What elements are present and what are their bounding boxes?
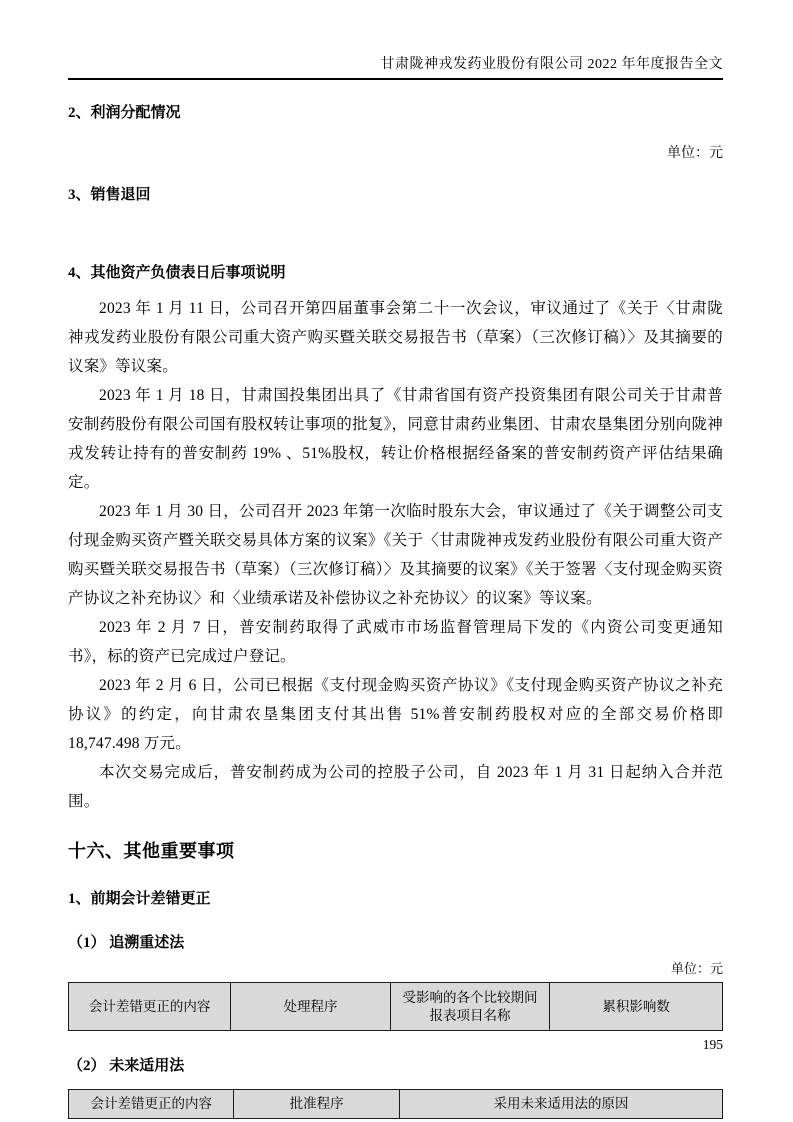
post-balance-sheet-paragraphs — [68, 294, 723, 816]
column-header-processing-procedure: 处理程序 — [231, 983, 391, 1031]
table-header-row — [69, 983, 723, 1031]
column-header-approval-procedure: 批准程序 — [234, 1090, 399, 1119]
header-title: 甘肃陇神戎发药业股份有限公司 2022 年年度报告全文 — [380, 57, 723, 72]
page-header — [68, 0, 723, 80]
prospective-application-table — [68, 1089, 723, 1119]
paragraph-consolidation: 本次交易完成后，普安制药成为公司的控股子公司，自 2023 年 1 月 31 日起纳入合并范围。 — [68, 764, 723, 810]
paragraph-shareholders-meeting: 2023 年 1 月 30 日，公司召开 2023 年第一次临时股东大会，审议通过了《关于调整公司支付现金购买资产暨关联交易具体方案的议案》《关于〈甘肃陇神戎发药业股份有限公司重大资产购买暨关联交易报告书（草案）（三次修订稿）〉及其摘要的议案》《关于签署〈支付现金购买资产协议之补充协议〉和〈业绩承诺及补偿协议之补充协议〉的议案》等议案。 — [68, 503, 723, 607]
column-header-prospective-reason: 采用未来适用法的原因 — [399, 1090, 722, 1119]
page-number: 195 — [702, 1037, 723, 1052]
heading-other-important-matters: 十六、其他重要事项 — [68, 841, 235, 861]
paragraph-payment: 2023 年 2 月 6 日，公司已根据《支付现金购买资产协议》《支付现金购买资产协议之补充协议》的约定，向甘肃农垦集团支付其出售 51%普安制药股权对应的全部交易价格即 18,747.498 万元。 — [68, 677, 723, 752]
unit-label-retrospective-table: 单位：元 — [670, 961, 723, 976]
heading-profit-distribution: 2、利润分配情况 — [68, 105, 181, 121]
table-header-row — [69, 1090, 723, 1119]
unit-label-profit-distribution: 单位：元 — [667, 146, 723, 161]
heading-prospective-application: （2） 未来适用法 — [68, 1058, 185, 1074]
column-header-cumulative-impact: 累积影响数 — [550, 983, 723, 1031]
retrospective-restatement-table — [68, 982, 723, 1031]
column-header-affected-report-items: 受影响的各个比较期间报表项目名称 — [390, 983, 550, 1031]
paragraph-board-meeting: 2023 年 1 月 11 日，公司召开第四届董事会第二十一次会议，审议通过了《关于〈甘肃陇神戎发药业股份有限公司重大资产购买暨关联交易报告书（草案）（三次修订稿）〉及其摘要的议案》等议案。 — [68, 300, 723, 375]
heading-retrospective-restatement: （1） 追溯重述法 — [68, 935, 185, 951]
paragraph-registration-change: 2023 年 2 月 7 日，普安制药取得了武威市市场监督管理局下发的《内资公司变更通知书》，标的资产已完成过户登记。 — [68, 619, 723, 665]
heading-prior-period-error-correction: 1、前期会计差错更正 — [68, 891, 211, 907]
paragraph-equity-transfer-approval: 2023 年 1 月 18 日，甘肃国投集团出具了《甘肃省国有资产投资集团有限公司关于甘肃普安制药股份有限公司国有股权转让事项的批复》，同意甘肃药业集团、甘肃农垦集团分别向陇神戎发转让持有的普安制药 19% 、51%股权，转让价格根据经备案的普安制药资产评估结果确定。 — [68, 387, 723, 491]
heading-post-balance-sheet-events: 4、其他资产负债表日后事项说明 — [68, 265, 286, 281]
column-header-correction-content: 会计差错更正的内容 — [69, 983, 231, 1031]
heading-sales-returns: 3、销售退回 — [68, 187, 151, 203]
column-header-correction-content: 会计差错更正的内容 — [69, 1090, 234, 1119]
